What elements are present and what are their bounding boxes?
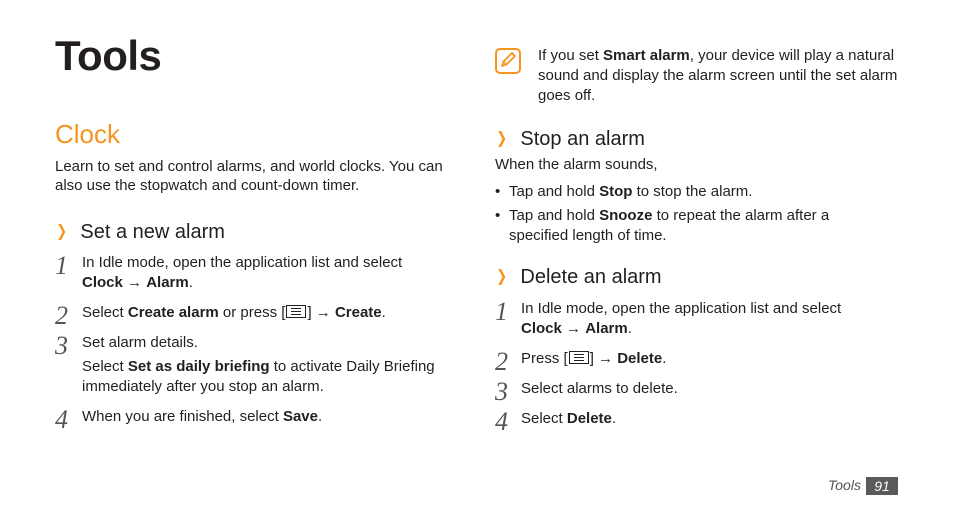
set-alarm-heading — [55, 220, 225, 244]
step-text — [82, 333, 452, 397]
step-text-part: . — [627, 320, 632, 337]
menu-key-icon — [286, 305, 306, 318]
step-text-line: Set alarm details. — [82, 334, 198, 351]
delete-alarm-step-3 — [495, 379, 881, 405]
note-text-part: If you set — [538, 47, 604, 64]
set-alarm-step-2 — [55, 303, 442, 329]
arrow: → — [561, 320, 586, 337]
option-save: Save — [282, 408, 318, 425]
delete-alarm-step-2 — [495, 349, 881, 375]
step-text-line — [82, 357, 452, 397]
menu-key-icon — [569, 351, 589, 364]
bullet-item — [495, 182, 875, 202]
option-delete: Delete — [566, 410, 612, 427]
step-number: 4 — [495, 407, 508, 436]
set-alarm-step-3 — [55, 333, 452, 397]
option-create: Create — [334, 304, 382, 321]
step-text-part: to activate Daily Briefing immediately after you stop an alarm. — [82, 358, 435, 395]
step-number: 2 — [495, 347, 508, 376]
bullet-item — [495, 206, 875, 246]
set-alarm-step-1 — [55, 253, 442, 293]
option-stop: Stop — [599, 183, 633, 200]
step-text-part: ] → — [307, 304, 335, 321]
step-text — [82, 253, 442, 293]
step-number: 1 — [495, 297, 508, 326]
step-text-part: . — [188, 274, 193, 291]
page-title: Tools — [55, 32, 162, 79]
step-text-part: . — [318, 408, 323, 425]
footer-section-label: Tools — [828, 477, 861, 493]
step-text — [82, 407, 442, 433]
step-text-part: ] → — [589, 350, 618, 367]
step-text-part: . — [611, 410, 617, 427]
step-text-part: . — [662, 350, 667, 367]
bullet-text-part: to stop the alarm. — [632, 183, 753, 200]
step-text-part: When you are finished, select — [82, 408, 283, 425]
set-alarm-heading-text: Set a new alarm — [80, 221, 225, 243]
menu-path-clock: Clock — [82, 274, 123, 291]
chevron-right-icon: ❯ — [496, 268, 508, 285]
chevron-right-icon: ❯ — [496, 130, 508, 147]
step-text-part: In Idle mode, open the application list and select — [521, 300, 842, 317]
step-text-part: Press [ — [521, 350, 568, 367]
page-number: 91 — [866, 477, 898, 495]
step-text-part: Select — [521, 410, 567, 427]
bullet-icon: • — [495, 207, 501, 224]
option-daily-briefing: Set as daily briefing — [127, 358, 270, 375]
step-text — [521, 299, 881, 339]
delete-alarm-step-4 — [495, 409, 881, 435]
delete-alarm-heading — [495, 265, 662, 289]
step-number: 4 — [55, 405, 68, 434]
bullet-text-part: to repeat the alarm after a specified length of time. — [509, 207, 830, 244]
step-number: 1 — [55, 251, 68, 280]
delete-alarm-heading-text: Delete an alarm — [520, 266, 662, 288]
stop-alarm-heading — [495, 127, 645, 151]
stop-alarm-intro: When the alarm sounds, — [495, 156, 658, 173]
menu-path-alarm: Alarm — [146, 274, 189, 291]
step-text-part: . — [381, 304, 386, 321]
option-snooze: Snooze — [599, 207, 653, 224]
stop-alarm-heading-text: Stop an alarm — [520, 128, 645, 150]
step-number: 2 — [55, 301, 68, 330]
step-text-part: Select — [82, 304, 128, 321]
bullet-text-part: Tap and hold — [509, 207, 600, 224]
step-text-part: In Idle mode, open the application list and select — [82, 254, 403, 271]
note-text — [538, 46, 904, 106]
section-title: Clock — [55, 119, 121, 149]
step-number: 3 — [55, 331, 68, 360]
bullet-icon: • — [495, 183, 501, 200]
menu-path-alarm: Alarm — [585, 320, 628, 337]
delete-alarm-step-1 — [495, 299, 881, 339]
step-text — [521, 409, 881, 435]
note-smart-alarm: Smart alarm — [603, 47, 690, 64]
chevron-right-icon: ❯ — [56, 223, 68, 240]
section-intro: Learn to set and control alarms, and world clocks. You can also use the stopwatch and count-down timer. — [55, 158, 443, 194]
step-number: 3 — [495, 377, 508, 406]
step-text: Select alarms to delete. — [521, 380, 678, 397]
menu-path-clock: Clock — [521, 320, 562, 337]
note-text-part: , your device will play a natural sound and display the alarm screen until the set alarm goes off. — [538, 47, 898, 104]
bullet-text — [509, 206, 875, 246]
option-delete: Delete — [617, 350, 663, 367]
step-text — [521, 349, 881, 375]
step-text-part: Select — [82, 358, 128, 375]
bullet-text-part: Tap and hold — [509, 183, 600, 200]
arrow: → — [122, 274, 147, 291]
step-text — [82, 303, 442, 329]
step-text-part: or press [ — [218, 304, 286, 321]
set-alarm-step-4 — [55, 407, 442, 433]
bullet-text — [509, 182, 752, 202]
option-create-alarm: Create alarm — [127, 304, 219, 321]
note-pencil-icon — [495, 48, 521, 74]
